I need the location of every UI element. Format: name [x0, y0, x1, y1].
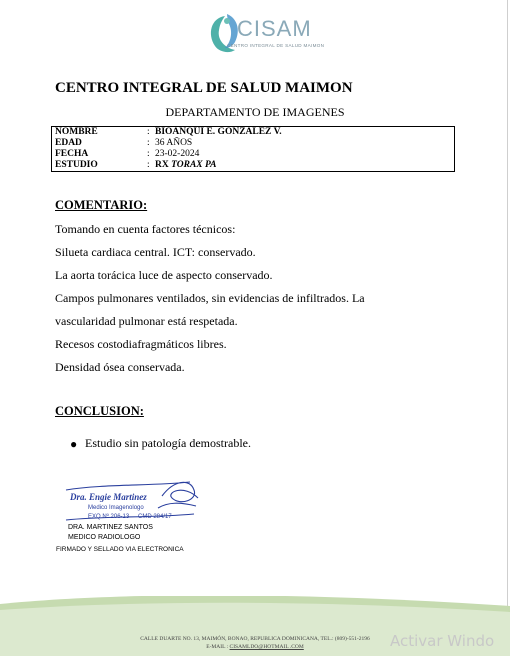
document-title: CENTRO INTEGRAL DE SALUD MAIMON: [55, 80, 353, 96]
info-value: 36 AÑOS: [155, 138, 193, 148]
stamp-name: Dra. Engie Martinez: [70, 492, 147, 502]
conclusion-item: Estudio sin patología demostrable.: [85, 436, 251, 450]
department-title: DEPARTAMENTO DE IMAGENES: [165, 105, 345, 119]
cisam-logo: [205, 12, 325, 58]
info-value: 23-02-2024: [155, 149, 200, 159]
conclusion-heading: CONCLUSION:: [55, 404, 144, 418]
info-colon: :: [147, 149, 150, 159]
comentario-line: Campos pulmonares ventilados, sin evidencias de infiltrados. La: [55, 291, 365, 305]
info-label: EDAD: [55, 138, 82, 148]
comentario-line: La aorta torácica luce de aspecto conservado.: [55, 268, 273, 282]
info-label: ESTUDIO: [55, 160, 98, 170]
info-value: BIOANQUI E. GONZALEZ V.: [155, 127, 282, 137]
signer-title: MEDICO RADIOLOGO: [68, 534, 141, 541]
comentario-line: Tomando en cuenta factores técnicos:: [55, 222, 236, 236]
signature-note: FIRMADO Y SELLADO VIA ELECTRONICA: [56, 546, 184, 553]
logo-name: CISAM: [237, 16, 312, 41]
patient-info-box: [51, 126, 455, 172]
stamp-exequatur: EXQ Nº 206-13: [88, 514, 130, 520]
study-prefix: RX: [155, 160, 172, 170]
info-label: NOMBRE: [55, 127, 98, 137]
footer-email[interactable]: CISAMLDO@HOTMAIL .COM: [229, 644, 304, 650]
comentario-line: Densidad ósea conservada.: [55, 360, 185, 374]
footer-email-label: E-MAIL :: [206, 644, 230, 650]
info-value: [155, 160, 216, 171]
comentario-line: vascularidad pulmonar está respetada.: [55, 314, 238, 328]
info-label: FECHA: [55, 149, 89, 159]
info-colon: :: [147, 160, 150, 170]
comentario-heading: COMENTARIO:: [55, 198, 148, 212]
comentario-line: Recesos costodiafragmáticos libres.: [55, 337, 227, 351]
stamp-cmd: CMD 284/17: [138, 514, 172, 520]
signer-name: DRA. MARTINEZ SANTOS: [68, 524, 153, 531]
signature-stamp: [62, 476, 202, 524]
activation-watermark: Activar Windo: [390, 632, 495, 650]
info-colon: :: [147, 138, 150, 148]
comentario-line: Silueta cardiaca central. ICT: conservado.: [55, 245, 256, 259]
stamp-title: Medico Imagenologo: [88, 505, 144, 511]
logo-tagline: CENTRO INTEGRAL DE SALUD MAIMON: [227, 43, 325, 48]
footer-address: CALLE DUARTE NO. 13, MAIMÓN, BONAO, REPUBLICA DOMINICANA, TEL.: (809)-551-2196: [140, 636, 370, 642]
study-name: TORAX PA: [171, 160, 217, 170]
info-colon: :: [147, 127, 150, 137]
bullet-dot-icon: ●: [70, 437, 78, 451]
